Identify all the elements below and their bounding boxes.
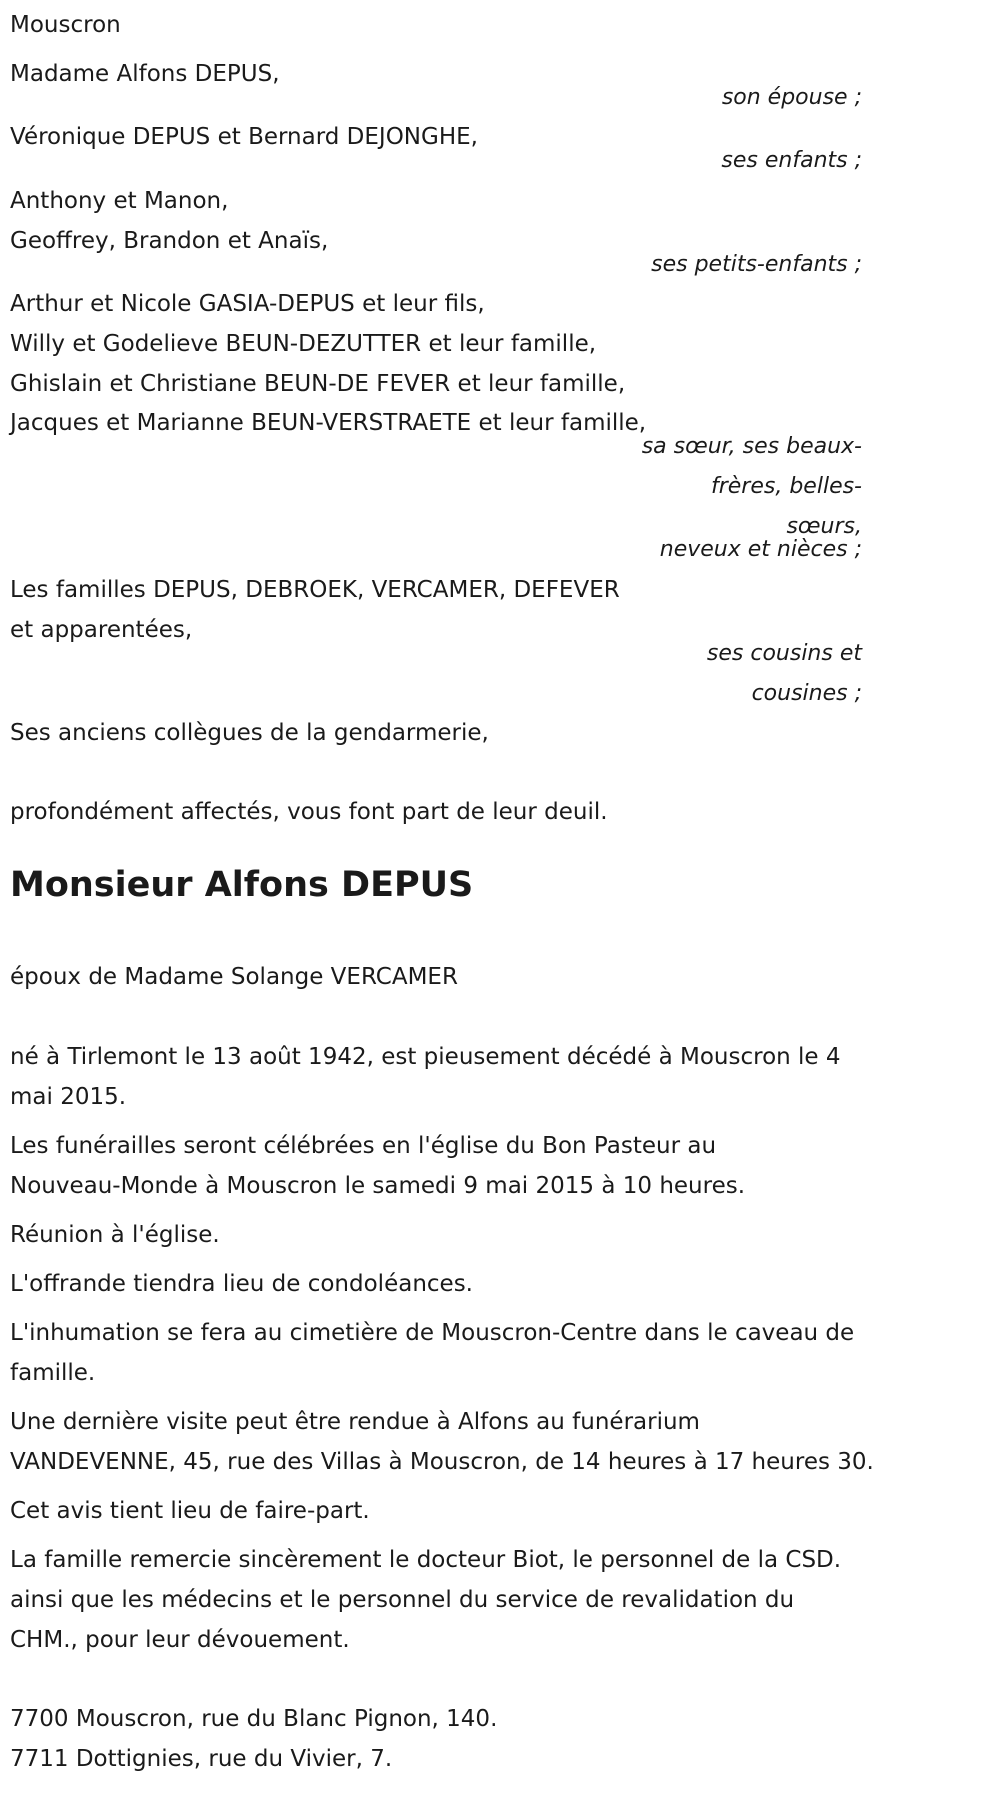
address-line: 7700 Mouscron, rue du Blanc Pignon, 140. [10, 1706, 498, 1732]
body-line: VANDEVENNE, 45, rue des Villas à Mouscron, de 14 heures à 17 heures 30. [10, 1449, 874, 1475]
family-line: Anthony et Manon, [10, 188, 229, 214]
city-line: Mouscron [10, 12, 121, 38]
body-line: né à Tirlemont le 13 août 1942, est pieusement décédé à Mouscron le 4 [10, 1044, 841, 1070]
family-line: Ghislain et Christiane BEUN-DE FEVER et leur famille, [10, 371, 626, 397]
address-line: 7711 Dottignies, rue du Vivier, 7. [10, 1746, 393, 1772]
relation-label: ses petits-enfants ; [651, 252, 862, 277]
family-line: Arthur et Nicole GASIA-DEPUS et leur fils, [10, 291, 485, 317]
deceased-name: Monsieur Alfons DEPUS [10, 865, 474, 905]
family-line: et apparentées, [10, 617, 193, 643]
family-line: Jacques et Marianne BEUN-VERSTRAETE et leur famille, [10, 410, 647, 436]
body-line: Nouveau-Monde à Mouscron le samedi 9 mai 2015 à 10 heures. [10, 1173, 746, 1199]
body-line: Réunion à l'église. [10, 1222, 220, 1248]
relation-label: sœurs, [786, 514, 862, 539]
family-line: Geoffrey, Brandon et Anaïs, [10, 228, 329, 254]
body-line: L'inhumation se fera au cimetière de Mouscron-Centre dans le caveau de [10, 1320, 855, 1346]
relation-label: frères, belles- [710, 474, 862, 499]
body-line: L'offrande tiendra lieu de condoléances. [10, 1271, 473, 1297]
relation-label: sa sœur, ses beaux- [641, 434, 862, 459]
body-line: CHM., pour leur dévouement. [10, 1627, 350, 1653]
body-line: ainsi que les médecins et le personnel du service de revalidation du [10, 1587, 795, 1613]
closing-line: profondément affectés, vous font part de leur deuil. [10, 799, 608, 825]
relation-label: cousines ; [751, 681, 862, 706]
relation-label: neveux et nièces ; [659, 537, 862, 562]
family-line: Véronique DEPUS et Bernard DEJONGHE, [10, 124, 478, 150]
family-line: Les familles DEPUS, DEBROEK, VERCAMER, DEFEVER [10, 577, 620, 603]
family-line: Ses anciens collègues de la gendarmerie, [10, 720, 489, 746]
body-line: mai 2015. [10, 1084, 127, 1110]
spouse-line: époux de Madame Solange VERCAMER [10, 964, 458, 990]
family-line: Willy et Godelieve BEUN-DEZUTTER et leur famille, [10, 331, 597, 357]
body-line: Cet avis tient lieu de faire-part. [10, 1498, 370, 1524]
relation-label: son épouse ; [721, 85, 862, 110]
relation-label: ses cousins et [706, 641, 862, 666]
relation-label: ses enfants ; [721, 148, 862, 173]
body-line: La famille remercie sincèrement le docteur Biot, le personnel de la CSD. [10, 1547, 842, 1573]
body-line: famille. [10, 1360, 96, 1386]
family-line: Madame Alfons DEPUS, [10, 61, 280, 87]
body-line: Les funérailles seront célébrées en l'église du Bon Pasteur au [10, 1133, 717, 1159]
body-line: Une dernière visite peut être rendue à Alfons au funérarium [10, 1409, 700, 1435]
